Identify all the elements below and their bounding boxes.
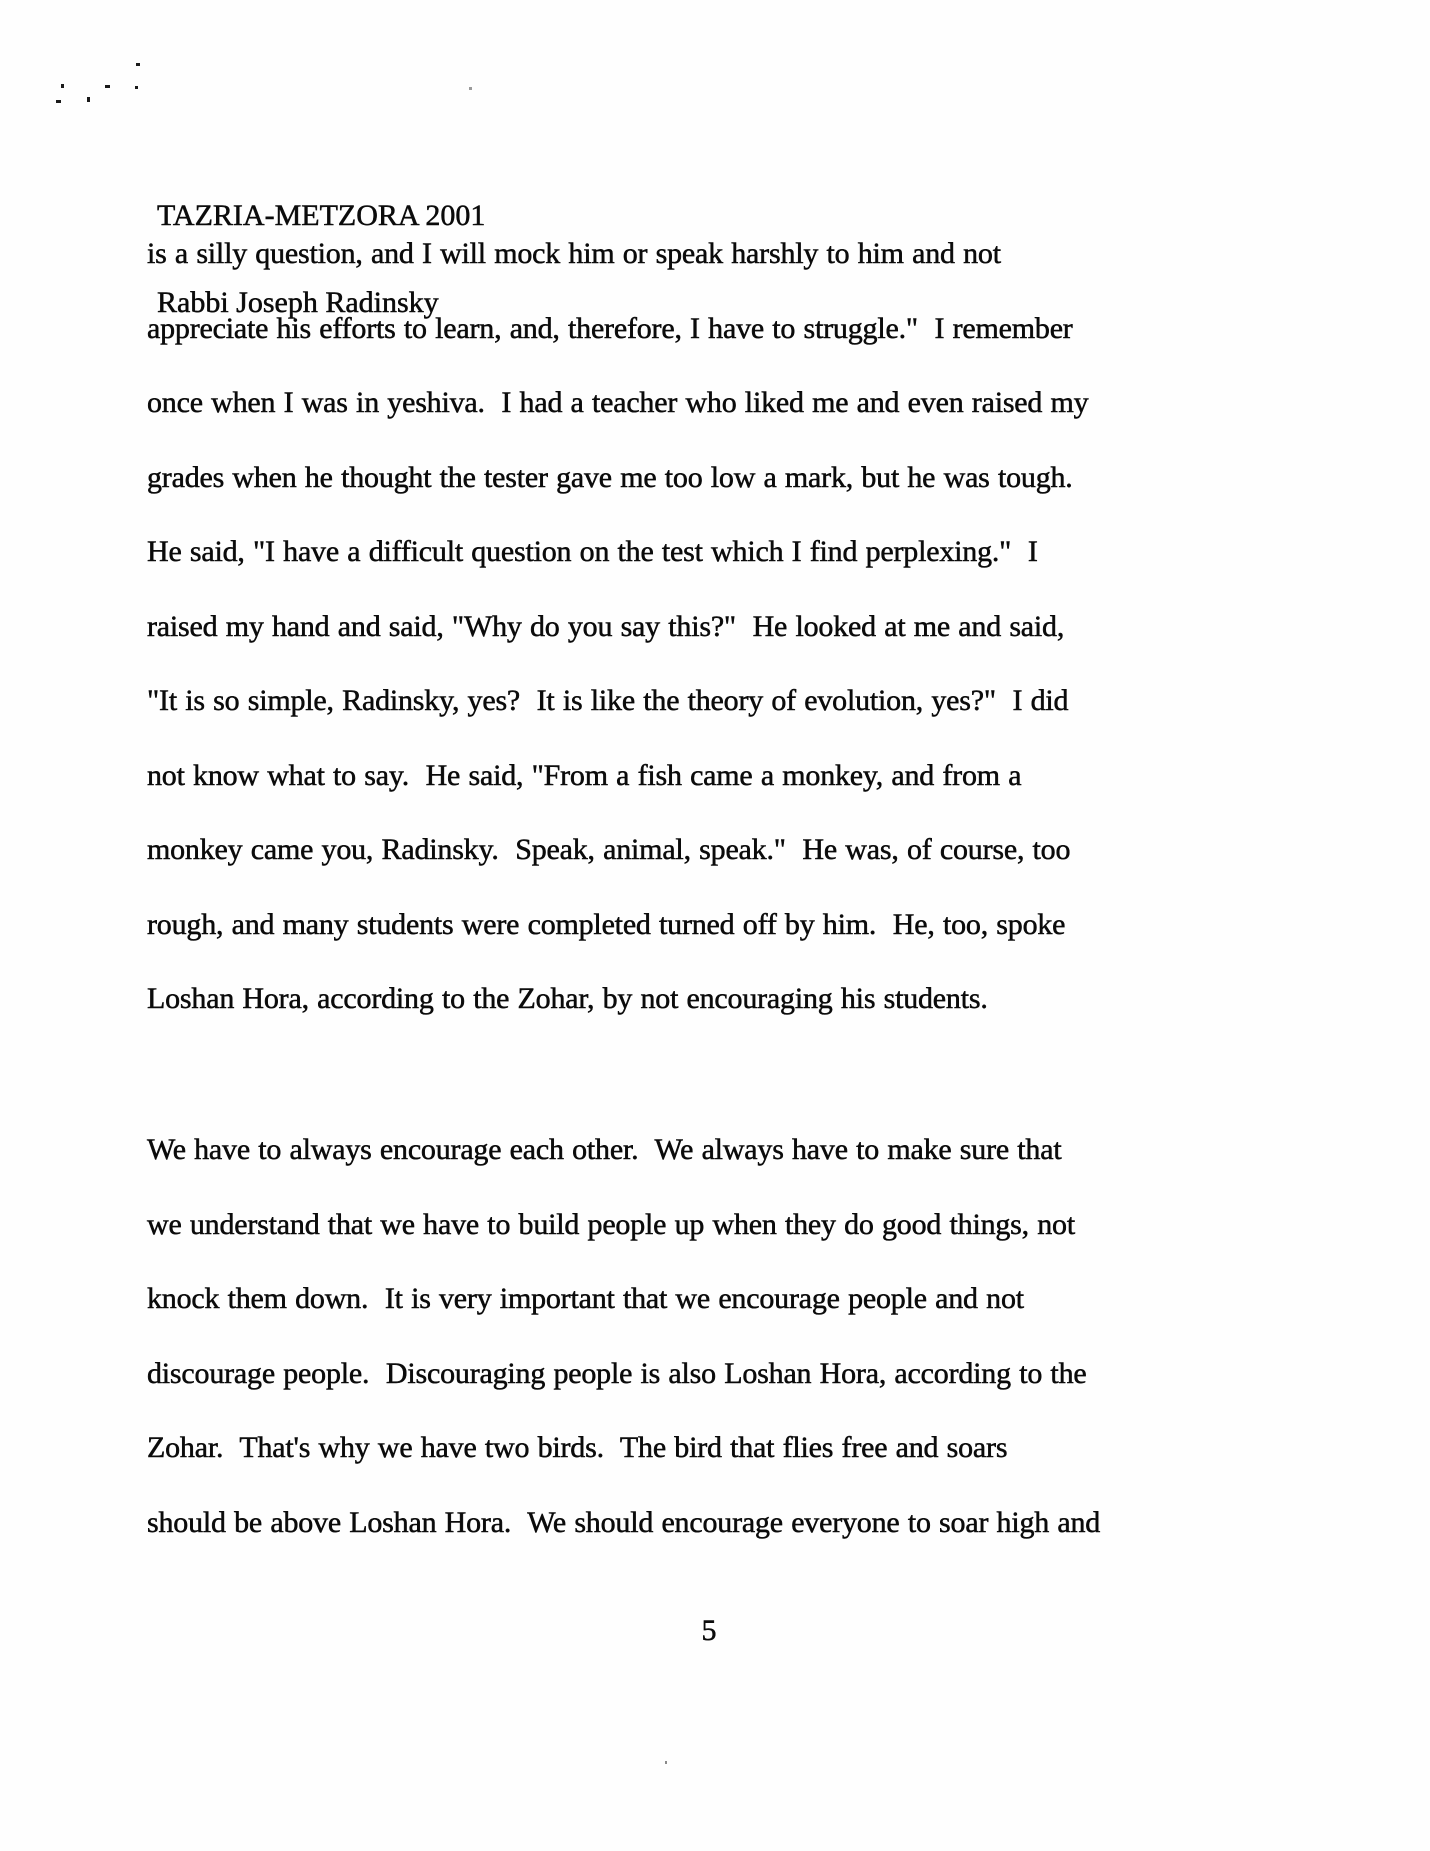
text-line: rough, and many students were completed turned off by him. He, too, spoke [147,907,1066,941]
text-line: Zohar. That's why we have two birds. The bird that flies free and soars [147,1431,1008,1464]
page-number: 5 [701,1614,717,1647]
document-author: Rabbi Joseph Radinsky [157,286,439,319]
scan-speck [665,1761,667,1764]
text-line: He said, "I have a difficult question on the test which I find perplexing." I [147,535,1038,568]
paragraph-2 [147,1113,1100,1560]
paragraph-1 [147,217,1088,1037]
scan-speck [135,86,138,89]
text-line: should be above Loshan Hora. We should encourage everyone to soar high and [147,1505,1101,1539]
text-line: once when I was in yeshiva. I had a teacher who liked me and even raised my [147,386,1089,419]
scan-speck [469,87,472,90]
text-line: monkey came you, Radinsky. Speak, animal, speak." He was, of course, too [147,833,1071,866]
scan-speck [136,63,140,66]
text-line: discourage people. Discouraging people is also Loshan Hora, according to the [147,1356,1087,1390]
scan-speck [105,85,110,88]
text-line: grades when he thought the tester gave me too low a mark, but he was tough. [147,460,1073,494]
text-line: raised my hand and said, "Why do you say this?" He looked at me and said, [147,609,1065,643]
scan-speck [61,84,64,88]
text-line: Loshan Hora, according to the Zohar, by not encouraging his students. [147,982,988,1015]
text-line: We have to always encourage each other. We always have to make sure that [147,1133,1062,1166]
document-title: TAZRIA-METZORA 2001 [157,199,486,232]
text-line: "It is so simple, Radinsky, yes? It is like the theory of evolution, yes?" I did [147,684,1069,717]
text-line: is a silly question, and I will mock him or speak harshly to him and not [147,237,1001,270]
scan-speck [56,100,61,103]
text-line: appreciate his efforts to learn, and, therefore, I have to struggle." I remember [147,311,1073,345]
text-line: knock them down. It is very important that we encourage people and not [147,1282,1024,1315]
text-line: not know what to say. He said, "From a fish came a monkey, and from a [147,758,1022,792]
scan-speck [87,97,90,102]
text-line: we understand that we have to build people up when they do good things, not [147,1207,1075,1241]
